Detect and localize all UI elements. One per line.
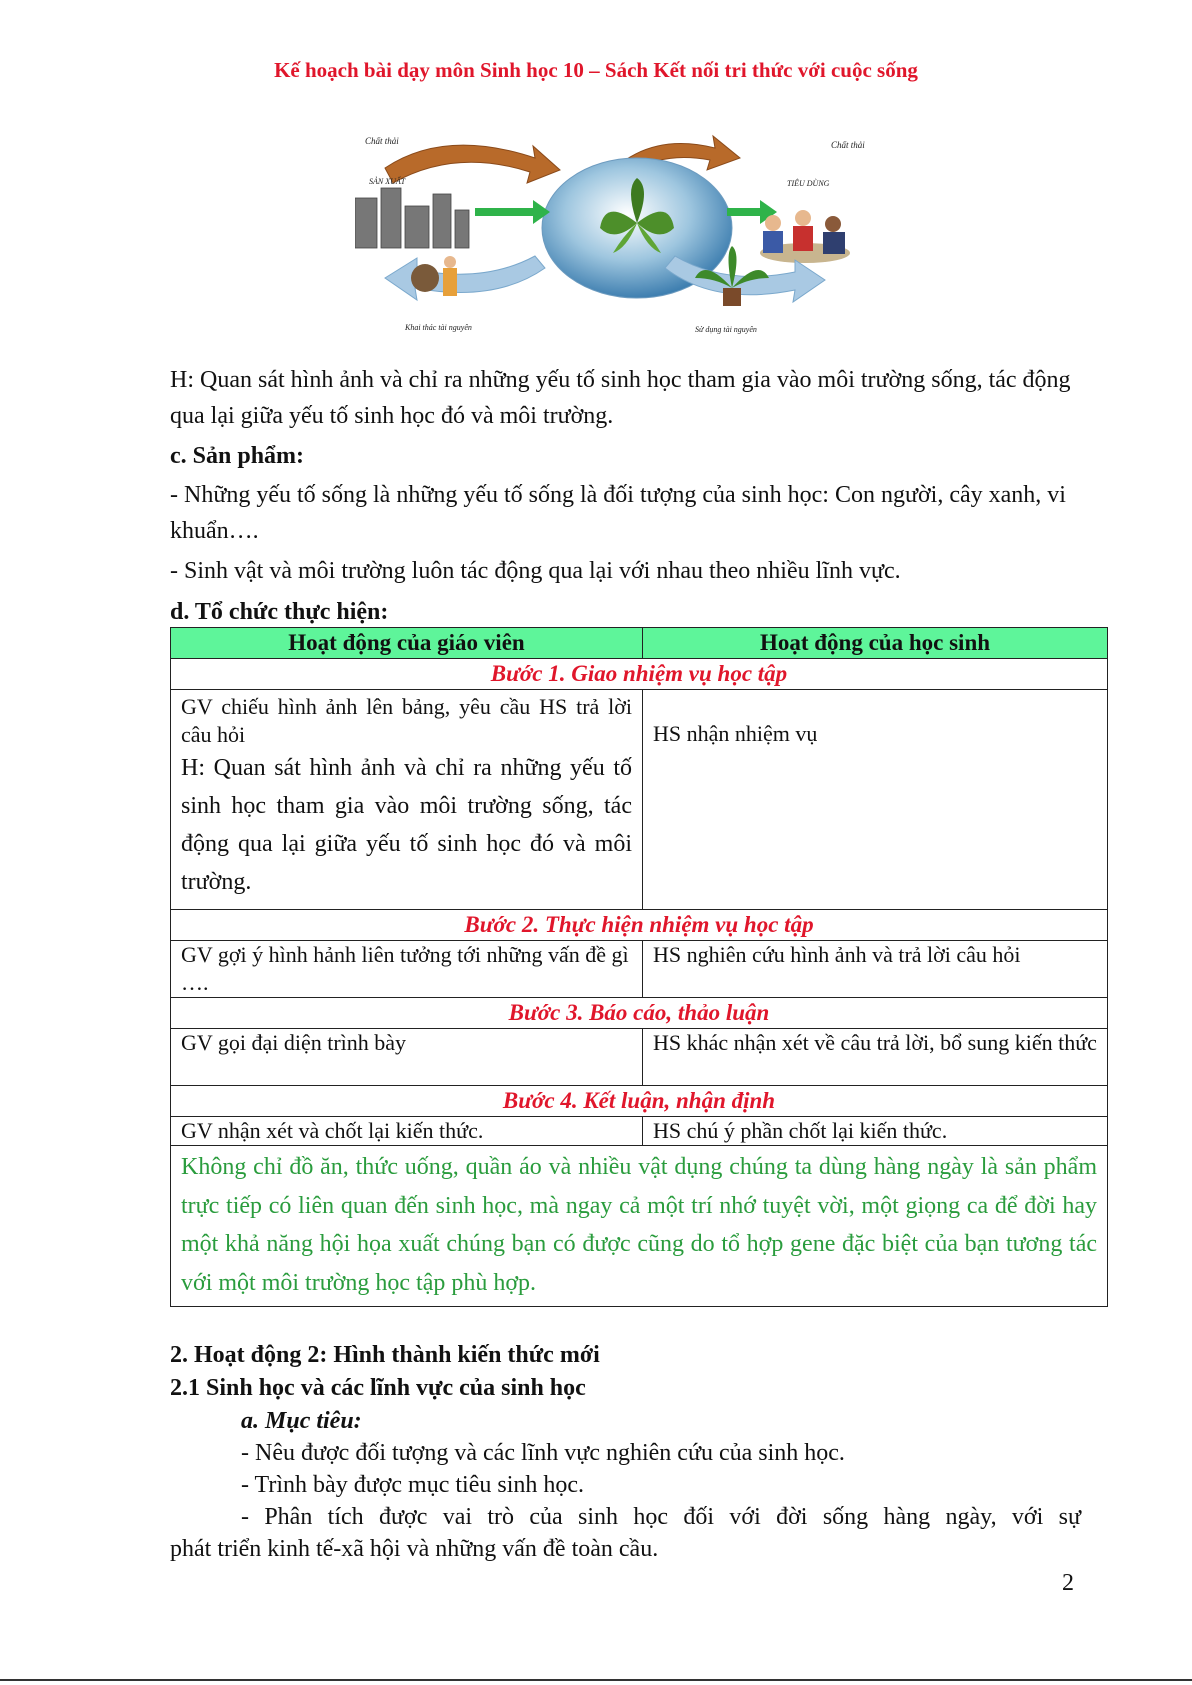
conclusion-cell: Không chỉ đồ ăn, thức uống, quần áo và nhiều vật dụng chúng ta dùng hàng ngày là sản phẩm trực tiếp có liên quan đến sinh học, mà ngay cả một trí nhớ tuyệt vời, một giọng ca để đời hay một khả năng hội họa xuất chúng bạn có được cũng do tổ hợp gene đặc biệt của bạn tương tác với một môi trường học tập phù hợp.	[171, 1146, 1108, 1307]
step-1-title: Bước 1. Giao nhiệm vụ học tập	[171, 659, 1108, 690]
step-3-student-cell: HS khác nhận xét về câu trả lời, bổ sung kiến thức	[643, 1029, 1108, 1086]
goal-item-3-cont: phát triển kinh tế-xã hội và những vấn đề toàn cầu.	[170, 1536, 659, 1562]
goal-item-2: - Trình bày được mục tiêu sinh học.	[241, 1472, 585, 1498]
label-waste-right: Chất thải	[831, 140, 865, 150]
goal-heading: a. Mục tiêu:	[241, 1408, 362, 1434]
step-3-teacher-cell: GV gọi đại diện trình bày	[171, 1029, 643, 1086]
step-4-teacher-cell: GV nhận xét và chốt lại kiến thức.	[171, 1117, 643, 1146]
environment-cycle-diagram	[355, 128, 895, 340]
goal-item-3: - Phân tích được vai trò của sinh học đối với đời sống hàng ngày, với sự	[241, 1504, 1081, 1530]
step-1-teacher-cell	[171, 690, 643, 910]
consumption-people-icon	[760, 210, 850, 263]
activity-2-heading: 2. Hoạt động 2: Hình thành kiến thức mới	[170, 1342, 600, 1368]
waste-arrow-left	[385, 145, 560, 183]
bottom-rule	[0, 1679, 1192, 1681]
label-consumption: TIÊU DÙNG	[787, 179, 830, 188]
step-1-teacher-text: GV chiếu hình ảnh lên bảng, yêu cầu HS trả lời câu hỏi	[181, 694, 632, 747]
goal-item-1: - Nêu được đối tượng và các lĩnh vực nghiên cứu của sinh học.	[241, 1440, 845, 1466]
col-teacher-header: Hoạt động của giáo viên	[171, 628, 643, 659]
activity-table	[170, 627, 1108, 1307]
label-exploitation: Khai thác tài nguyên	[405, 323, 472, 332]
label-waste-left: Chất thải	[365, 136, 399, 146]
section-2-1-heading: 2.1 Sinh học và các lĩnh vực của sinh học	[170, 1375, 586, 1401]
factory-icon	[355, 188, 469, 248]
page-number: 2	[1062, 1570, 1074, 1596]
product-line-1: - Những yếu tố sống là những yếu tố sống là đối tượng của sinh học: Con người, cây xanh, vi khuẩn….	[170, 482, 1066, 544]
step-2-teacher-cell: GV gợi ý hình hảnh liên tưởng tới những vấn đề gì ….	[171, 941, 643, 998]
product-line-2: - Sinh vật và môi trường luôn tác động qua lại với nhau theo nhiều lĩnh vực.	[170, 558, 901, 584]
question-text: H: Quan sát hình ảnh và chỉ ra những yếu tố sinh học tham gia vào môi trường sống, tác động qua lại giữa yếu tố sinh học đó và môi trường.	[170, 367, 1071, 429]
step-1-student-cell: HS nhận nhiệm vụ	[643, 690, 1108, 910]
step-3-title: Bước 3. Báo cáo, thảo luận	[171, 998, 1108, 1029]
arrow-factory-globe	[475, 200, 550, 224]
label-resource-use: Sử dụng tài nguyên	[695, 325, 757, 334]
page-header: Kế hoạch bài dạy môn Sinh học 10 – Sách Kết nối tri thức với cuộc sống	[274, 58, 918, 82]
step-2-student-cell: HS nghiên cứu hình ảnh và trả lời câu hỏi	[643, 941, 1108, 998]
label-production: SẢN XUẤT	[369, 177, 406, 186]
step-1-teacher-question: H: Quan sát hình ảnh và chỉ ra những yếu tố sinh học tham gia vào môi trường sống, tác động qua lại giữa yếu tố sinh học đó và môi trường.	[181, 755, 632, 895]
step-2-title: Bước 2. Thực hiện nhiệm vụ học tập	[171, 910, 1108, 941]
arrow-exploitation	[385, 256, 545, 300]
product-heading: c. Sản phẩm:	[170, 443, 305, 469]
step-4-title: Bước 4. Kết luận, nhận định	[171, 1086, 1108, 1117]
step-4-student-cell: HS chú ý phần chốt lại kiến thức.	[643, 1117, 1108, 1146]
col-student-header: Hoạt động của học sinh	[643, 628, 1108, 659]
organize-heading: d. Tổ chức thực hiện:	[170, 599, 389, 625]
